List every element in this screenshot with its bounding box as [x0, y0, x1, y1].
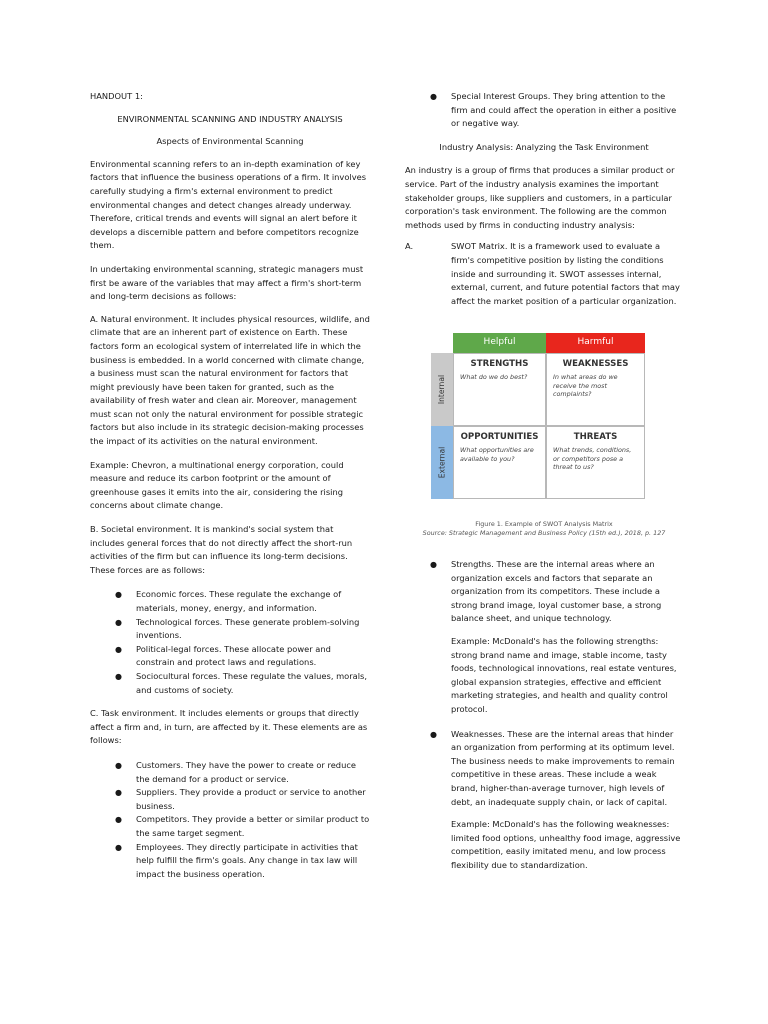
handout-label: HANDOUT 1:	[90, 91, 143, 101]
swot-intro	[405, 240, 683, 308]
strengths-list	[405, 558, 683, 626]
right-column-top	[405, 90, 683, 308]
weaknesses-list	[405, 728, 683, 810]
variables-paragraph: In undertaking environmental scanning, strategic managers must first be aware of the variables that may affect a firm's short-term and long-term decisions as follows:	[90, 263, 364, 302]
section-subtitle: Aspects of Environmental Scanning	[156, 136, 304, 147]
figure-caption-source: Source: Strategic Management and Business Policy (15th ed.), 2018, p. 127	[422, 529, 666, 537]
swot-matrix	[428, 330, 648, 502]
list-item: ● Strengths. These are the internal areas where an organization excels and factors that separate an organization from its competitors. These include a strong brand image, loyal customer base, a strong balance sheet, and unique technology.	[430, 559, 662, 624]
weaknesses-quadrant	[546, 353, 645, 426]
figure-caption	[405, 520, 683, 538]
weaknesses-example: Example: McDonald's has the following weaknesses: limited food options, unhealthy food image, aggressive competition, easily imitated menu, and low process flexibility due to standardization.	[451, 819, 681, 870]
internal-side-label: Internal	[431, 353, 453, 426]
natural-environment-paragraph: A. Natural environment. It includes physical resources, wildlife, and climate that are an inherent part of existence on Earth. These factors form an ecological system of interrelated life in which the business is embedded. In a world concerned with climate change, a business must scan the natural environment for factors that might previously have been taken for granted, such as the availability of fresh water and clean air. Moreover, management must scan not only the natural environment for possible strategic factors but also include in its strategic decision-making processes the impact of its activities on the natural environment.	[90, 313, 370, 447]
bullet-icon: ●	[115, 815, 122, 825]
opportunities-question: What opportunities are available to you?	[460, 446, 534, 463]
figure-caption-title: Figure 1. Example of SWOT Analysis Matrix	[475, 520, 613, 528]
swot-paragraph: SWOT Matrix. It is a framework used to evaluate a firm's competitive position by listing the conditions inside and surrounding it. SWOT assesses internal, external, current, and future potential factors that may affect the market position of a particular organization.	[451, 241, 680, 306]
harmful-header: Harmful	[546, 333, 645, 353]
bullet-icon: ●	[115, 617, 122, 627]
list-item: ● Weaknesses. These are the internal areas that hinder an organization from performing at its optimum level. The business needs to make improvements to remain competitive in these areas. These include a weak brand, higher-than-average turnover, high levels of debt, an inadequate supply chain, or lack of capital.	[430, 728, 675, 807]
weaknesses-question: In what areas do we receive the most complaints?	[553, 373, 618, 399]
swot-label: A.	[405, 241, 414, 252]
list-item: ● Economic forces. These regulate the exchange of materials, money, energy, and information.	[115, 589, 342, 613]
threats-question: What trends, conditions, or competitors pose a threat to us?	[553, 446, 632, 472]
helpful-header: Helpful	[453, 333, 546, 353]
task-environment-paragraph: C. Task environment. It includes elements or groups that directly affect a firm and, in turn, are affected by it. These elements are as follows:	[90, 708, 368, 746]
list-item: ● Employees. They directly participate in activities that help fulfill the firm's goals. Any change in tax law will impact the business operation.	[115, 841, 358, 879]
opportunities-title: OPPORTUNITIES	[460, 432, 539, 442]
threats-quadrant	[546, 426, 645, 499]
list-item: ● Special Interest Groups. They bring attention to the firm and could affect the operation in either a positive or negative way.	[430, 91, 677, 129]
list-item: ● Technological forces. These generate problem-solving inventions.	[115, 616, 360, 641]
strengths-quadrant	[453, 353, 546, 426]
left-column	[90, 90, 370, 881]
external-side-label: External	[431, 426, 453, 499]
societal-environment-paragraph: B. Societal environment. It is mankind's social system that includes general forces that do not directly affect the short-run activities of the firm but can influence its long-term decisions. These forces are as follows:	[90, 524, 353, 575]
list-item: ● Sociocultural forces. These regulate the values, morals, and customs of society.	[115, 670, 368, 695]
bullet-icon: ●	[430, 729, 437, 739]
list-item: ● Customers. They have the power to create or reduce the demand for a product or service.	[115, 759, 356, 784]
bullet-icon: ●	[115, 590, 122, 600]
strengths-question: What do we do best?	[460, 373, 528, 381]
special-interest-list	[405, 90, 683, 131]
list-item: ● Competitors. They provide a better or similar product to the same target segment.	[115, 814, 370, 838]
bullet-icon: ●	[115, 760, 122, 770]
bullet-icon: ●	[115, 788, 122, 798]
bullet-icon: ●	[430, 92, 437, 101]
bullet-icon: ●	[115, 644, 122, 654]
bullet-icon: ●	[430, 560, 437, 569]
intro-paragraph: Environmental scanning refers to an in-depth examination of key factors that influence the business operations of a firm. It involves carefully studying a firm's external environment to predict environmental changes and detect changes already underway. Therefore, critical trends and events will signal an alert before it develops a discernible pattern and before competitors recognize them.	[90, 158, 367, 251]
strengths-example: Example: McDonald's has the following strengths: strong brand name and image, stable income, tasty foods, technological innovations, real estate ventures, global expansion strategies, effective and efficient marketing strategies, and health and quality control protocol.	[451, 635, 677, 714]
list-item: ● Political-legal forces. These allocate power and constrain and protect laws and regulations.	[115, 643, 331, 668]
industry-analysis-title: Industry Analysis: Analyzing the Task Environment	[439, 141, 649, 152]
strengths-title: STRENGTHS	[470, 359, 529, 369]
threats-title: THREATS	[573, 432, 618, 442]
opportunities-quadrant	[453, 426, 546, 499]
main-title: ENVIRONMENTAL SCANNING AND INDUSTRY ANALYSIS	[117, 113, 343, 124]
weaknesses-title: WEAKNESSES	[562, 359, 629, 369]
bullet-icon: ●	[115, 842, 122, 852]
chevron-example: Example: Chevron, a multinational energy corporation, could measure and reduce its carbon footprint or the amount of greenhouse gases it emits into the air, considering the rising concerns about climate change.	[90, 459, 344, 511]
societal-forces-list	[90, 588, 370, 697]
list-item: ● Suppliers. They provide a product or service to another business.	[115, 787, 366, 811]
right-column-bottom	[405, 558, 683, 872]
task-elements-list	[90, 759, 370, 881]
industry-paragraph: An industry is a group of firms that produces a similar product or service. Part of the industry analysis examines the important stakeholder groups, like suppliers and customers, in a particular corporation's task environment. The following are the common methods used by firms in conducting industry analysis:	[405, 165, 675, 230]
bullet-icon: ●	[115, 671, 122, 681]
